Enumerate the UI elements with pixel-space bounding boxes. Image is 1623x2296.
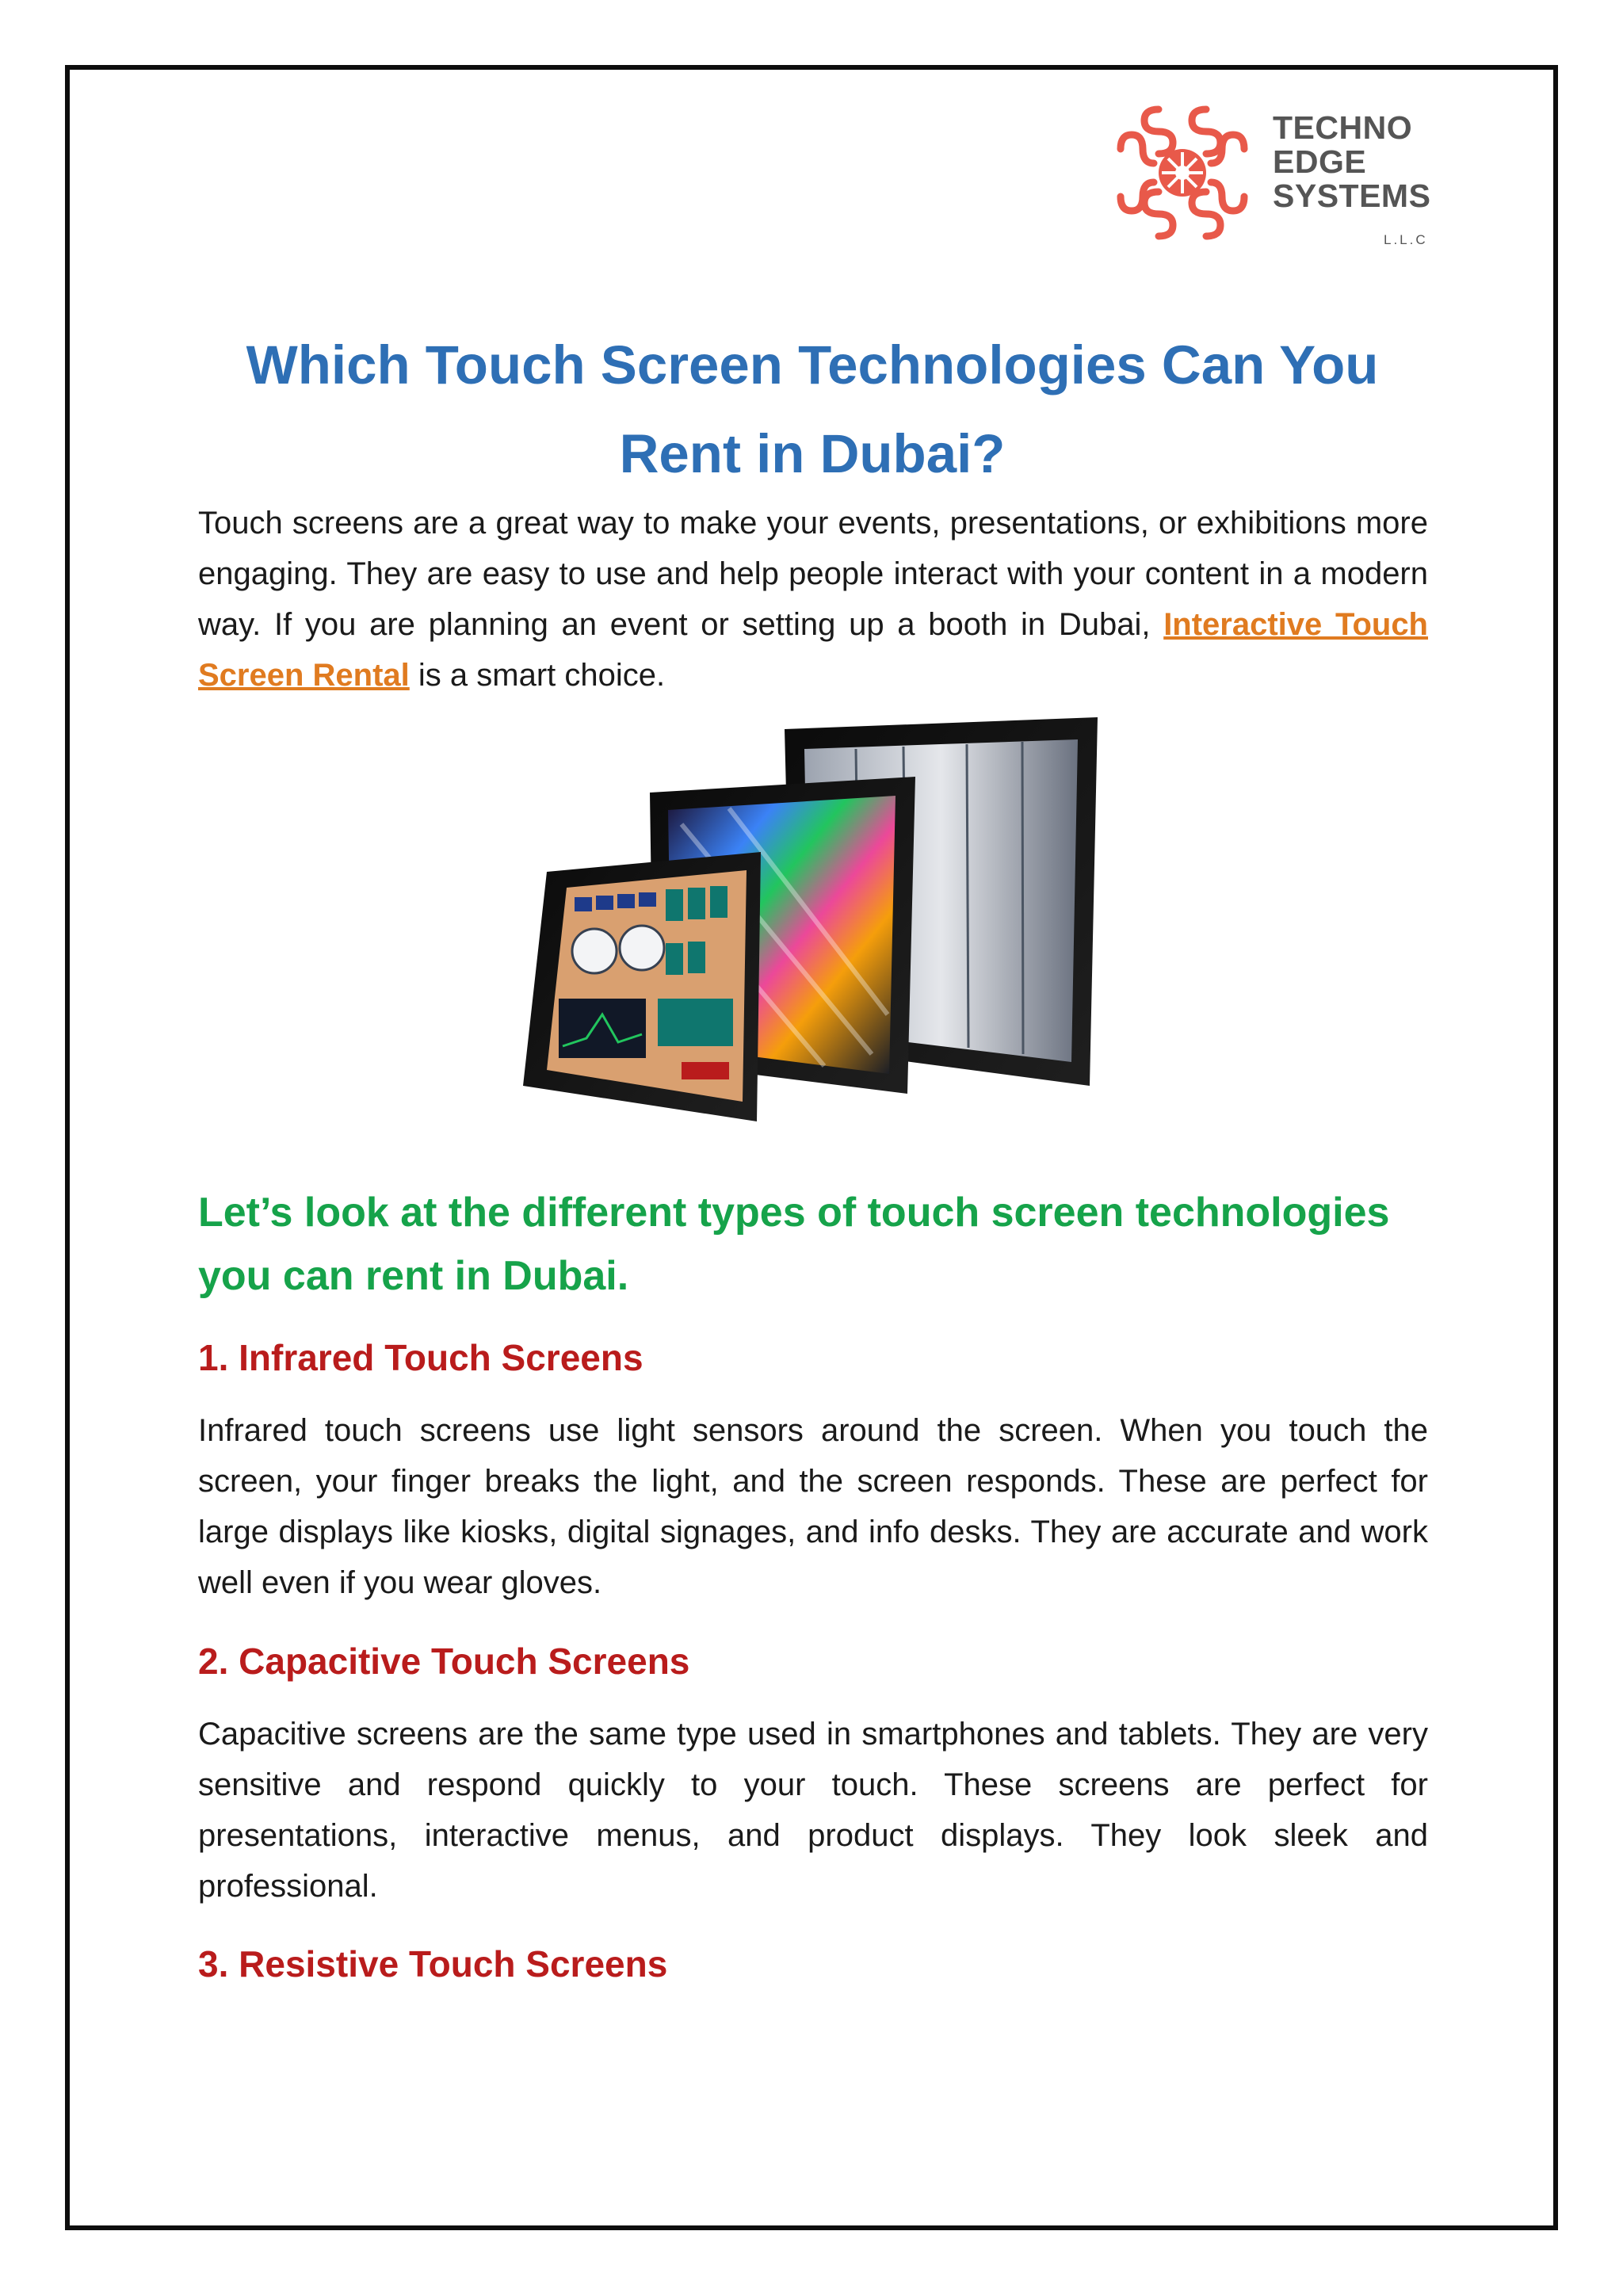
logo-line-2: EDGE (1273, 143, 1367, 180)
item-heading-capacitive: 2. Capacitive Touch Screens (198, 1641, 690, 1682)
touch-screen-monitors-image (523, 713, 1109, 1125)
page-title: Which Touch Screen Technologies Can You Rent in Dubai? (246, 334, 1379, 484)
logo-emblem-icon (1103, 94, 1262, 252)
front-monitor (523, 852, 761, 1121)
rental-link[interactable]: Interactive Touch Screen Rental (198, 607, 1428, 693)
section-heading: Let’s look at the different types of touch screen technologies you can rent in Dubai. (198, 1190, 1390, 1299)
logo-wordmark (1273, 111, 1430, 213)
intro-text-before: Touch screens are a great way to make your events, presentations, or exhibitions more engaging. They are easy to use and help people interact with your content in a modern way. If you are planning an event or setting up a booth in Dubai, (198, 506, 1428, 642)
item-heading-infrared: 1. Infrared Touch Screens (198, 1337, 643, 1378)
logo-suffix: L.L.C (1384, 232, 1428, 247)
item-heading-resistive: 3. Resistive Touch Screens (198, 1943, 668, 1985)
item-body-infrared: Infrared touch screens use light sensors around the screen. When you touch the screen, your finger breaks the light, and the screen responds. These are perfect for large displays like kiosks, digital signages, and info desks. They are accurate and work well even if you wear gloves. (198, 1413, 1428, 1600)
company-logo (1103, 94, 1444, 252)
item-body-capacitive: Capacitive screens are the same type used in smartphones and tablets. They are very sensitive and respond quickly to your touch. These screens are perfect for presentations, interactive menus, and product displays. They look sleek and professional. (198, 1717, 1428, 1904)
intro-paragraph (198, 498, 1428, 701)
logo-line-3: SYSTEMS (1273, 178, 1431, 214)
intro-text-after: is a smart choice. (409, 658, 666, 693)
logo-line-1: TECHNO (1273, 109, 1413, 146)
